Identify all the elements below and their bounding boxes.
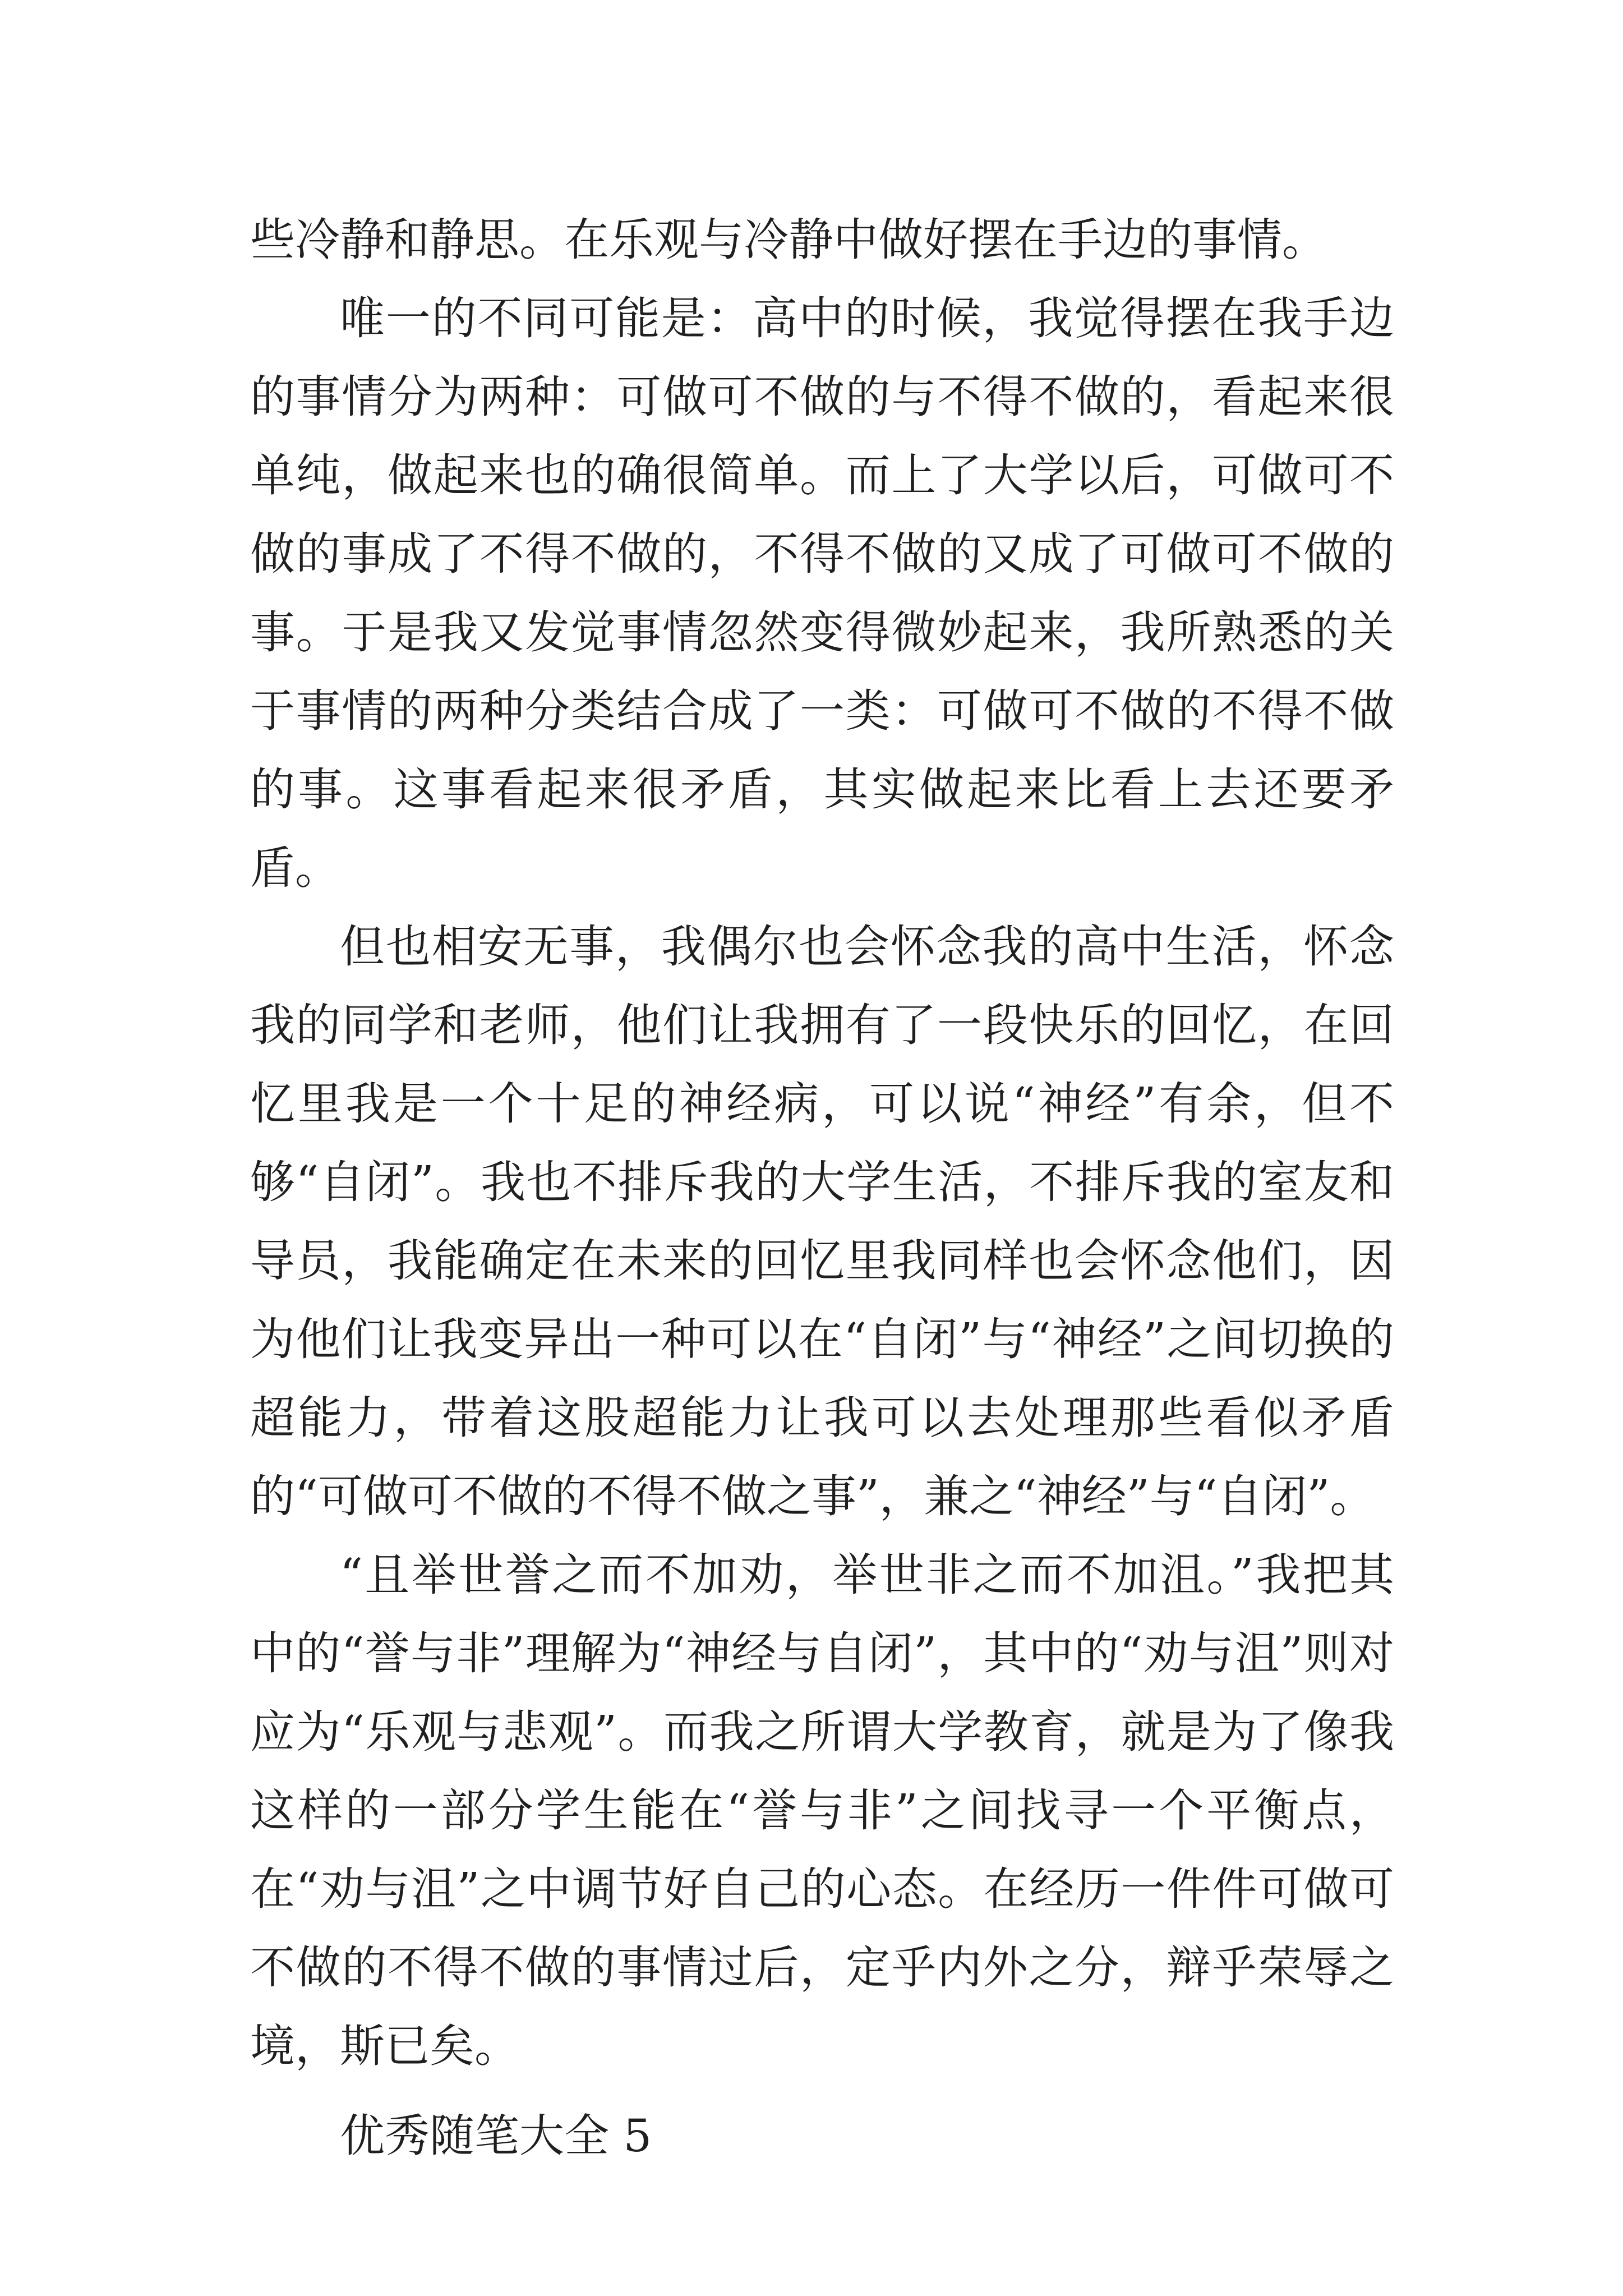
- paragraph-difference: 唯一的不同可能是：高中的时候，我觉得摆在我手边的事情分为两种：可做可不做的与不得不做的，看起来很单纯，做起来也的确很简单。而上了大学以后，可做可不做的事成了不得不做的，不得不做的又成了可做可不做的事。于是我又发觉事情忽然变得微妙起来，我所熟悉的关于事情的两种分类结合成了一类：可做可不做的不得不做的事。这事看起来很矛盾，其实做起来比看上去还要矛盾。: [250, 292, 1394, 894]
- section-heading: 优秀随笔大全 5: [340, 2110, 652, 2162]
- paragraph-continuation: 些冷静和静思。在乐观与冷静中做好摆在手边的事情。: [250, 214, 1327, 266]
- paragraph-quote: “且举世誉之而不加劝，举世非之而不加沮。”我把其中的“誉与非”理解为“神经与自闭”，其中的“劝与沮”则对应为“乐观与悲观”。而我之所谓大学教育，就是为了像我这样的一部分学生能在“誉与非”之间找寻一个平衡点，在“劝与沮”之中调节好自己的心态。在经历一件件可做可不做的不得不做的事情过后，定乎内外之分，辩乎荣辱之境，斯已矣。: [250, 1549, 1394, 2072]
- document-body: [250, 201, 1394, 2175]
- paragraph-memories: 但也相安无事，我偶尔也会怀念我的高中生活，怀念我的同学和老师，他们让我拥有了一段快乐的回忆，在回忆里我是一个十足的神经病，可以说“神经”有余，但不够“自闭”。我也不排斥我的大学生活，不排斥我的室友和导员，我能确定在未来的回忆里我同样也会怀念他们，因为他们让我变异出一种可以在“自闭”与“神经”之间切换的超能力，带着这股超能力让我可以去处理那些看似矛盾的“可做可不做的不得不做之事”，兼之“神经”与“自闭”。: [250, 921, 1394, 1522]
